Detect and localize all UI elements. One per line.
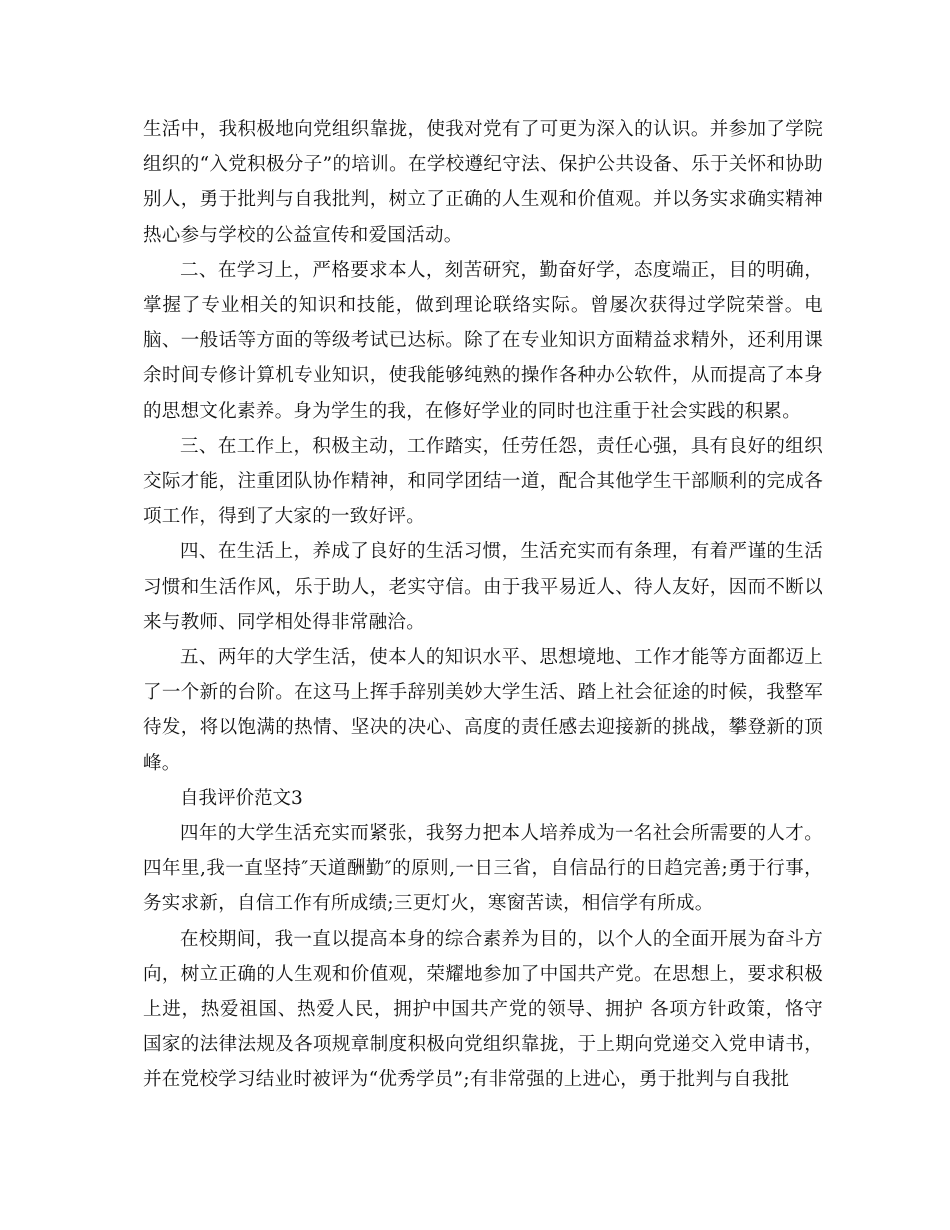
document-page	[143, 112, 823, 1098]
paragraph-work: 三、在工作上，积极主动，工作踏实，任劳任怨，责任心强，具有良好的组织交际才能，注重团队协作精神，和同学团结一道，配合其他学生干部顺利的完成各项工作，得到了大家的一致好评。	[143, 435, 823, 528]
paragraph-two-years: 五、两年的大学生活，使本人的知识水平、思想境地、工作才能等方面都迈上了一个新的台阶。在这马上挥手辞别美妙大学生活、踏上社会征途的时候，我整军待发，将以饱满的热情、坚决的决心、高度的责任感去迎接新的挑战，攀登新的顶峰。	[143, 647, 823, 774]
paragraph-life: 四、在生活上，养成了良好的生活习惯，生活充实而有条理，有着严谨的生活习惯和生活作风，乐于助人，老实守信。由于我平易近人、待人友好，因而不断以来与教师、同学相处得非常融洽。	[143, 541, 823, 633]
paragraph-study: 二、在学习上，严格要求本人，刻苦研究，勤奋好学，态度端正，目的明确，掌握了专业相关的知识和技能，做到理论联络实际。曾屡次获得过学院荣誉。电脑、一般话等方面的等级考试已达标。除了在专业知识方面精益求精外，还利用课余时间专修计算机专业知识，使我能够纯熟的操作各种办公软件，从而提高了本身的思想文化素养。身为学生的我，在修好学业的同时也注重于社会实践的积累。	[143, 259, 823, 422]
section-heading: 自我评价范文3	[180, 787, 303, 809]
paragraph-on-campus: 在校期间，我一直以提高本身的综合素养为目的，以个人的全面开展为奋斗方向，树立正确的人生观和价值观，荣耀地参加了中国共产党。在思想上，要求积极上进，热爱祖国、热爱人民，拥护中国共产党的领导、拥护 各项方针政策，恪守国家的法律法规及各项规章制度积极向党组织靠拢，于上期向党递交入党申请书，并在党校学习结业时被评为“优秀学员”;有非常强的上进心，勇于批判与自我批	[143, 928, 823, 1091]
paragraph-four-years: 四年的大学生活充实而紧张，我努力把本人培养成为一名社会所需要的人才。四年里,我一直坚持″天道酬勤″的原则,一日三省，自信品行的日趋完善;勇于行事，务实求新，自信工作有所成绩;三更灯火，寒窗苦读，相信学有所成。	[143, 823, 823, 915]
paragraph-party-activities: 生活中，我积极地向党组织靠拢，使我对党有了可更为深入的认识。并参加了学院组织的“入党积极分子”的培训。在学校遵纪守法、保护公共设备、乐于关怀和协助别人，勇于批判与自我批判，树立了正确的人生观和价值观。并以务实求确实精神热心参与学校的公益宣传和爱国活动。	[143, 119, 823, 246]
